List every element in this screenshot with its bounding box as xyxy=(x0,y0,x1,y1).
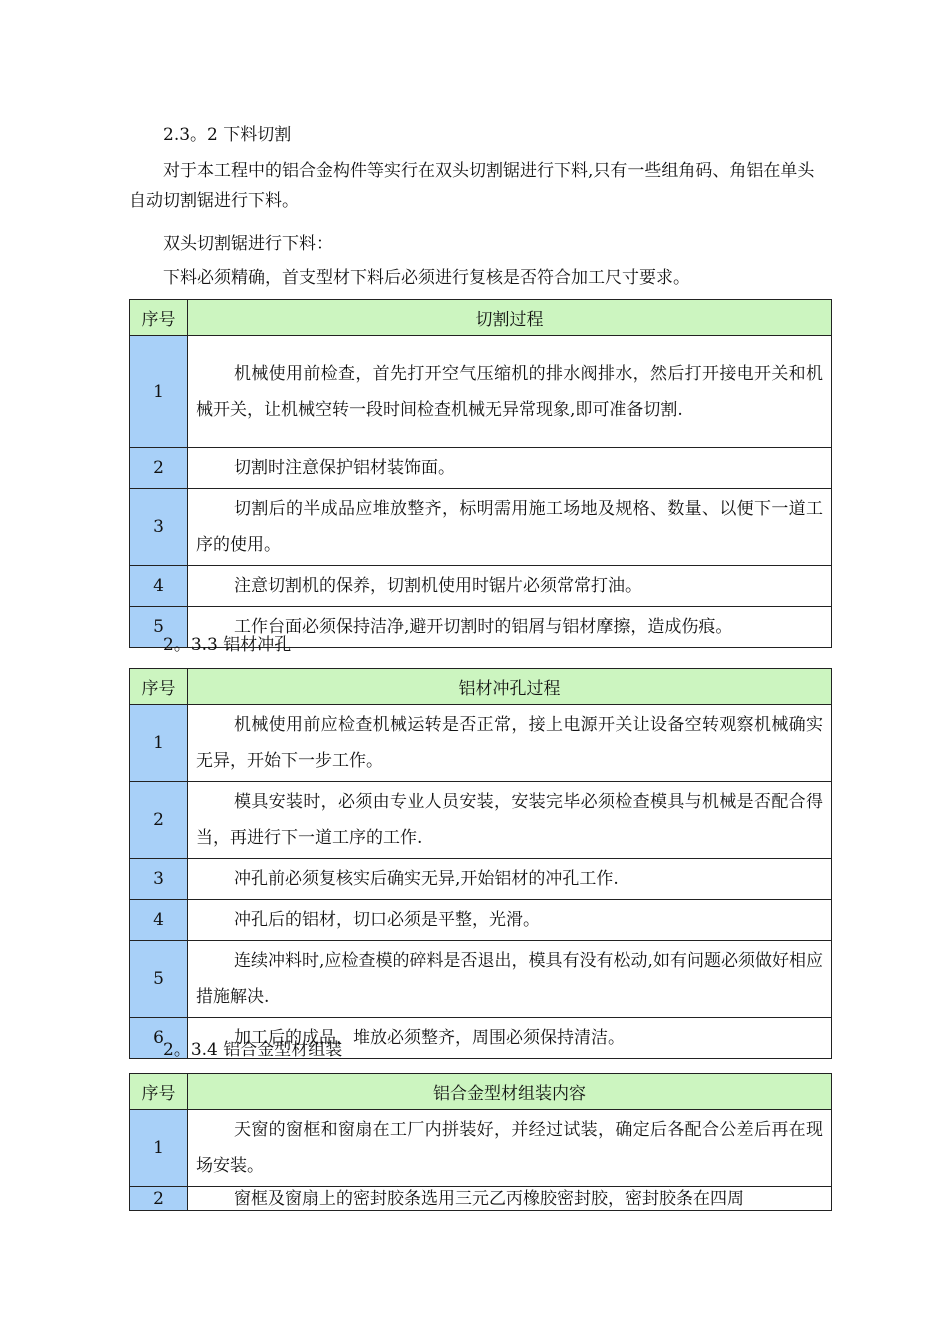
row-number: 5 xyxy=(130,607,188,648)
row-text: 注意切割机的保养，切割机使用时锯片必须常常打油。 xyxy=(188,566,832,607)
row-number: 2 xyxy=(130,1187,188,1211)
row-text: 模具安装时，必须由专业人员安装，安装完毕必须检查模具与机械是否配合得当，再进行下一道工序的工作. xyxy=(188,782,832,859)
row-text: 加工后的成品，堆放必须整齐，周围必须保持清洁。 xyxy=(188,1018,832,1059)
assembly-process-table xyxy=(129,1073,832,1211)
row-number: 1 xyxy=(130,1110,188,1187)
row-number: 5 xyxy=(130,941,188,1018)
table-row xyxy=(130,1187,832,1211)
section-heading-assembly: 2。3.4 铝合金型材组装 xyxy=(163,1040,343,1060)
paragraph-precision: 下料必须精确，首支型材下料后必须进行复核是否符合加工尺寸要求。 xyxy=(163,268,690,288)
row-text: 冲孔前必须复核实后确实无异,开始铝材的冲孔工作. xyxy=(188,859,832,900)
table-header-index: 序号 xyxy=(130,300,188,336)
row-text: 冲孔后的铝材，切口必须是平整，光滑。 xyxy=(188,900,832,941)
row-number: 2 xyxy=(130,782,188,859)
paragraph-cutting-intro: 对于本工程中的铝合金构件等实行在双头切割锯进行下料,只有一些组角码、角铝在单头自动切割锯进行下料。 xyxy=(129,161,815,211)
row-text: 机械使用前检查，首先打开空气压缩机的排水阀排水，然后打开接电开关和机械开关，让机械空转一段时间检查机械无异常现象,即可准备切割. xyxy=(188,336,832,448)
table-row xyxy=(130,448,832,489)
row-number: 3 xyxy=(130,859,188,900)
row-text: 切割后的半成品应堆放整齐，标明需用施工场地及规格、数量、以便下一道工序的使用。 xyxy=(188,489,832,566)
row-number: 4 xyxy=(130,566,188,607)
paragraph-double-saw: 双头切割锯进行下料： xyxy=(163,234,333,254)
table-row xyxy=(130,900,832,941)
row-number: 2 xyxy=(130,448,188,489)
row-text: 机械使用前应检查机械运转是否正常，接上电源开关让设备空转观察机械确实无异，开始下一步工作。 xyxy=(188,705,832,782)
row-number: 4 xyxy=(130,900,188,941)
table-header-index: 序号 xyxy=(130,669,188,705)
table-row xyxy=(130,705,832,782)
row-text: 切割时注意保护铝材装饰面。 xyxy=(188,448,832,489)
table-row xyxy=(130,489,832,566)
table-row xyxy=(130,859,832,900)
table-row xyxy=(130,941,832,1018)
row-number: 6 xyxy=(130,1018,188,1059)
table-header-content: 铝合金型材组装内容 xyxy=(188,1074,832,1110)
punching-process-table xyxy=(129,668,832,1059)
row-number: 3 xyxy=(130,489,188,566)
row-number: 1 xyxy=(130,336,188,448)
section-heading-punching: 2。3.3 铝材冲孔 xyxy=(163,635,292,655)
row-text: 工作台面必须保持洁净,避开切割时的铝屑与铝材摩擦，造成伤痕。 xyxy=(188,607,832,648)
section-heading-cutting: 2.3。2 下料切割 xyxy=(163,125,292,145)
table-header-process: 铝材冲孔过程 xyxy=(188,669,832,705)
row-text: 窗框及窗扇上的密封胶条选用三元乙丙橡胶密封胶，密封胶条在四周 xyxy=(188,1187,832,1211)
table-row xyxy=(130,336,832,448)
table-row xyxy=(130,566,832,607)
table-header-index: 序号 xyxy=(130,1074,188,1110)
cutting-process-table xyxy=(129,299,832,648)
table-row xyxy=(130,782,832,859)
row-number: 1 xyxy=(130,705,188,782)
row-text: 连续冲料时,应检查模的碎料是否退出，模具有没有松动,如有问题必须做好相应措施解决. xyxy=(188,941,832,1018)
table-header-process: 切割过程 xyxy=(188,300,832,336)
row-text: 天窗的窗框和窗扇在工厂内拼装好，并经过试装，确定后各配合公差后再在现场安装。 xyxy=(188,1110,832,1187)
table-row xyxy=(130,1110,832,1187)
